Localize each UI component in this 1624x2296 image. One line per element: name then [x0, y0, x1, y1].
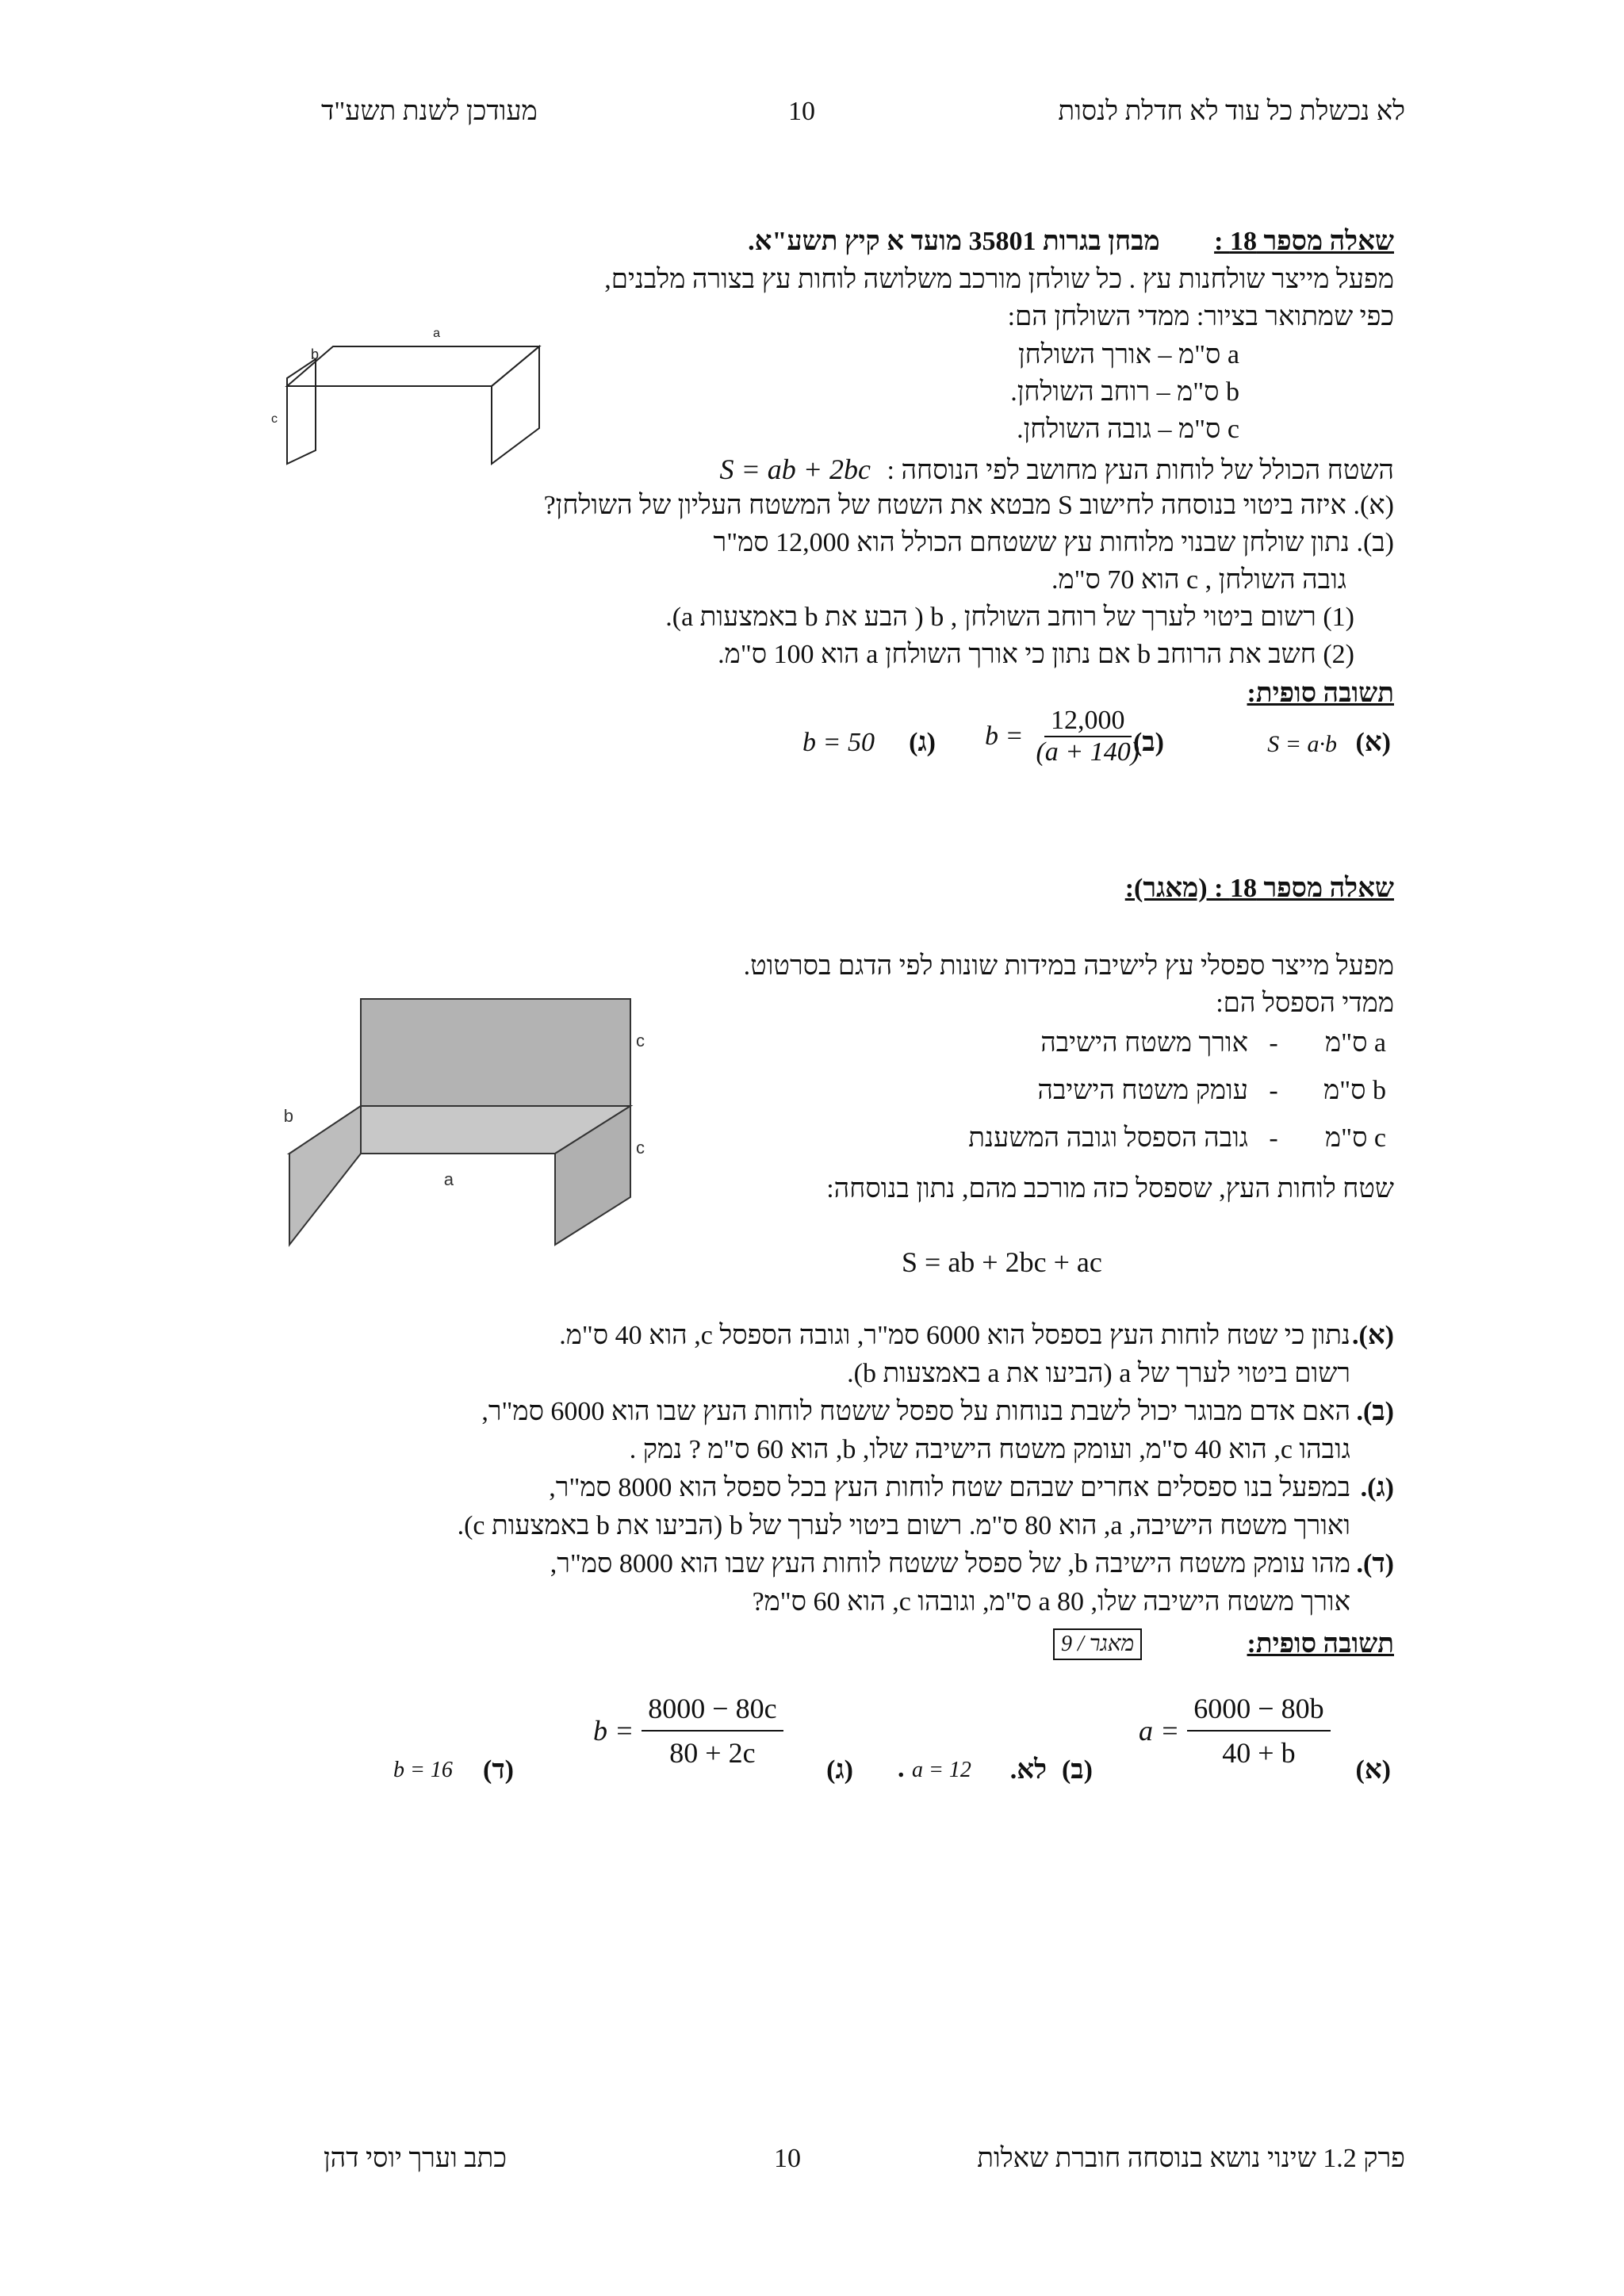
q2-ans-a-expr: [1139, 1692, 1331, 1770]
table-label-c: c: [271, 412, 278, 426]
q2-ans-a-label: (א): [1355, 1755, 1391, 1785]
q2-title: שאלה מספר 18 : (מאגר):: [1124, 874, 1394, 903]
q2-dim-a-desc: אורך משטח הישיבה: [1040, 1028, 1248, 1058]
q1-title: [748, 224, 1394, 261]
q1-ans-c: b = 50: [802, 728, 875, 757]
q1-formula-text: השטח הכולל של לוחות העץ מחושב לפי הנוסחה :: [887, 456, 1394, 485]
q2-dim-a-dash: -: [1269, 1028, 1278, 1058]
q2-ans-c-num: 8000 − 80c: [642, 1692, 783, 1732]
q2-part-d-label: (ד).: [1356, 1549, 1394, 1578]
q2-ans-c-label: (ג): [826, 1755, 853, 1785]
q1-part-a: (א). איזה ביטוי בנוסחה לחישוב S מבטא את השטח של המשטח העליון של השולחן?: [543, 491, 1394, 520]
q1-line2: כפי שמתואר בציור: ממדי השולחן הם:: [1007, 302, 1394, 331]
q2-part-d-2: אורך משטח הישיבה שלו, a 80 ס"מ, וגובהו c, הוא 60 ס"מ?: [752, 1587, 1350, 1617]
q1-ans-a: S = a·b: [1267, 731, 1337, 757]
q1-line1: מפעל מייצר שולחנות עץ . כל שולחן מורכב משלושה לוחות עץ בצורה מלבנים,: [604, 265, 1394, 294]
q2-area-text: שטח לוחות העץ, שספסל כזה מורכב מהם, נתון בנוסחה:: [826, 1174, 1394, 1203]
q2-part-c-1: במפעל בנו ספסלים אחרים שבהם שטח לוחות העץ בכל ספסל הוא 8000 סמ"ר,: [549, 1473, 1350, 1502]
q2-dim-c-dash: -: [1269, 1123, 1278, 1153]
q2-dim-b-dash: -: [1269, 1076, 1278, 1105]
q2-dim-a-unit: a ס"מ: [1325, 1028, 1386, 1058]
q2-dim-row-c: [968, 1120, 1386, 1158]
q2-part-a-label: (א).: [1352, 1321, 1394, 1350]
q1-ans-b-den: (a + 140): [1036, 737, 1140, 767]
bench-label-b: b: [283, 1106, 293, 1126]
q2-final-label: תשובה סופית:: [1247, 1629, 1394, 1659]
q2-ans-c-lhs: b =: [593, 1715, 634, 1747]
footer-right-chapter: פרק 1.2 שינוי נושא בנוסחה חוברת שאלות: [977, 2144, 1405, 2173]
bench-figure: [285, 995, 674, 1249]
q1-ans-b-num: 12,000: [1044, 706, 1132, 737]
q2-part-c-2: ואורך משטח הישיבה, a, הוא 80 ס"מ. רשום ביטוי לערך של b (הביעו את b באמצעות c).: [457, 1511, 1350, 1540]
q1-part-b1: (ב). נתון שולחן שבנוי מלוחות עץ ששטחם הכולל הוא 12,000 סמ"ר: [713, 528, 1394, 557]
q2-pool-tag: מאגר / 9: [1053, 1628, 1142, 1660]
header-right-motto: לא נכשלת כל עוד לא חדלת לנסות: [1058, 97, 1405, 126]
q2-part-d-1: מהו עומק משטח הישיבה b, של ספסל ששטח לוחות העץ שבו הוא 8000 סמ"ר,: [550, 1549, 1350, 1578]
q1-sub1: (1) רשום ביטוי לערך של רוחב השולחן , b ( הבע את b באמצעות a).: [665, 603, 1354, 632]
footer-left-author: כתב וערך יוסי דהן: [324, 2144, 508, 2173]
q1-final-label: תשובה סופית:: [1247, 679, 1394, 708]
q1-dim-a: a ס"מ – אורך השולחן: [1018, 340, 1239, 369]
header-left-updated: מעודכן לשנת תשע"ד: [321, 97, 538, 126]
q2-ans-c-fraction: [642, 1692, 783, 1770]
q1-ans-a-label: (א): [1355, 728, 1391, 757]
q2-ans-a-num: 6000 − 80b: [1187, 1692, 1330, 1732]
q1-formula-line: [719, 450, 1394, 490]
q2-ans-a-den: 40 + b: [1222, 1737, 1296, 1769]
q2-ans-a-lhs: a =: [1139, 1715, 1180, 1747]
q1-dim-c: c ס"מ – גובה השולחן.: [1017, 415, 1239, 444]
q2-intro: מפעל מייצר ספסלי עץ לישיבה במידות שונות לפי הדגם בסרטוט.: [743, 951, 1394, 981]
q1-part-b2: גובה השולחן , c הוא 70 ס"מ.: [1051, 565, 1346, 595]
q2-part-c-label: (ג).: [1360, 1473, 1394, 1502]
table-label-b: b: [310, 346, 319, 362]
q1-ans-b-expr: [985, 706, 1146, 767]
q2-part-a-1: נתון כי שטח לוחות העץ בספסל הוא 6000 סמ"ר, וגובה הספסל c, הוא 40 ס"מ.: [559, 1321, 1350, 1350]
q2-dim-row-b: [1037, 1073, 1386, 1110]
q2-part-b-1: האם אדם מבוגר יכול לשבת בנוחות על ספסל ששטח לוחות העץ שבו הוא 6000 סמ"ר,: [481, 1397, 1350, 1426]
q2-ans-b-dot: .: [898, 1754, 905, 1783]
table-top-board: [287, 346, 539, 386]
q2-ans-b-label: (ב): [1061, 1755, 1093, 1785]
q2-dim-c-desc: גובה הספסל וגובה המשענת: [968, 1123, 1248, 1153]
table-figure: [271, 313, 547, 468]
q2-ans-c-expr: [593, 1692, 783, 1770]
q1-ans-c-label: (ג): [909, 728, 936, 757]
q2-part-b-2: גובהו c, הוא 40 ס"מ, ועומק משטח הישיבה שלו, b, הוא 60 ס"מ ? נמק .: [629, 1435, 1350, 1464]
q2-dim-c-unit: c ס"מ: [1325, 1123, 1386, 1153]
q2-dim-row-a: [1040, 1025, 1386, 1062]
q2-part-b-label: (ב).: [1356, 1397, 1394, 1426]
q2-dim-b-desc: עומק משטח הישיבה: [1037, 1076, 1248, 1105]
q2-dim-b-unit: b ס"מ: [1323, 1076, 1386, 1105]
q2-dims-title: ממדי הספסל הם:: [1216, 989, 1394, 1018]
q2-formula: S = ab + 2bc + ac: [902, 1246, 1102, 1278]
bench-label-a: a: [443, 1169, 454, 1189]
table-label-a: a: [433, 327, 440, 340]
q2-part-a-2: רשום ביטוי לערך של a (הביעו את a באמצעות b).: [847, 1359, 1350, 1388]
bench-left-side: [289, 1106, 361, 1245]
bench-label-c-bottom: c: [636, 1138, 645, 1158]
table-right-leg: [492, 346, 539, 464]
q1-title-label: שאלה מספר 18 :: [1214, 227, 1394, 256]
footer-page-number: 10: [774, 2144, 801, 2173]
q2-ans-b-math: a = 12: [912, 1758, 971, 1782]
q2-ans-c-den: 80 + 2c: [669, 1737, 756, 1769]
q2-ans-b-text: לא.: [1009, 1755, 1047, 1785]
q1-title-source: מבחן בגרות 35801 מועד א קיץ תשע"א.: [748, 227, 1160, 256]
q1-dim-b: b ס"מ – רוחב השולחן.: [1010, 377, 1239, 407]
q1-ans-b-fraction: [1029, 706, 1146, 767]
header-page-number: 10: [788, 97, 815, 126]
q2-ans-d-label: (ד): [483, 1755, 514, 1785]
q1-ans-b-lhs: b =: [985, 721, 1024, 751]
q1-sub2: (2) חשב את הרוחב b אם נתון כי אורך השולחן a הוא 100 ס"מ.: [718, 640, 1354, 669]
bench-label-c-top: c: [636, 1031, 645, 1050]
q2-ans-a-fraction: [1187, 1692, 1330, 1770]
q2-ans-d: b = 16: [393, 1758, 453, 1782]
bench-backrest: [361, 999, 630, 1110]
q1-ans-b-label: (ב): [1132, 728, 1164, 757]
q1-formula: S = ab + 2bc: [719, 453, 871, 485]
